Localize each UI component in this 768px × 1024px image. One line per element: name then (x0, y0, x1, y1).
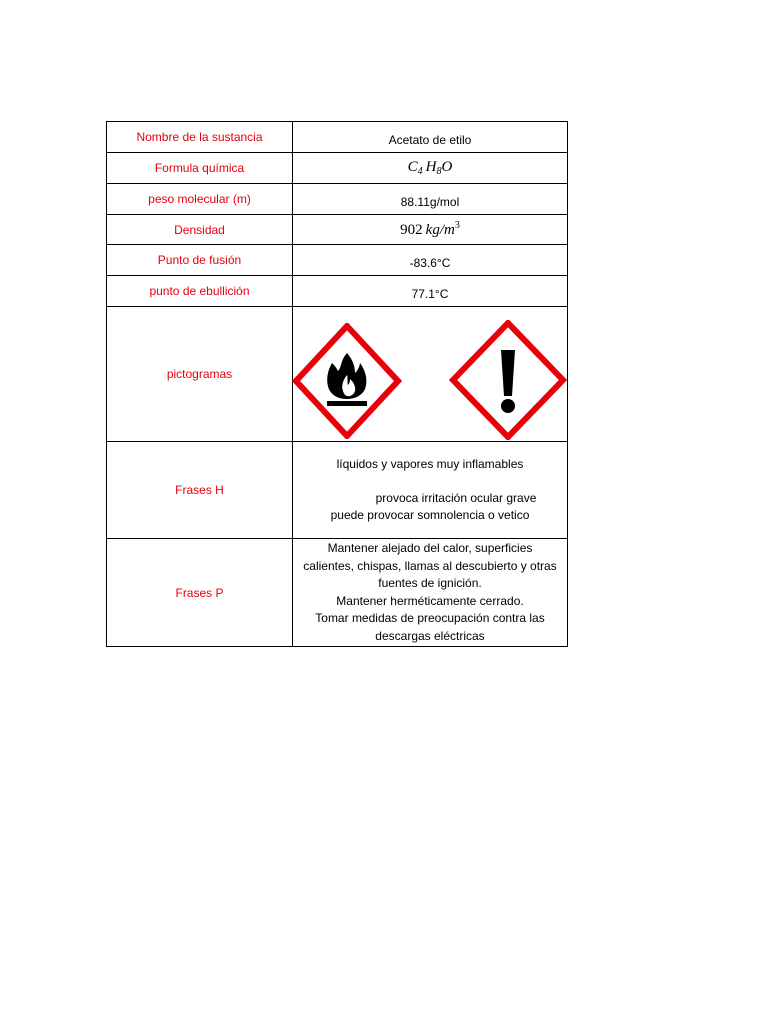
p-phrase-line-2: calientes, chispas, llamas al descubierto y otras (303, 558, 557, 573)
row-pictograms (107, 307, 568, 442)
formula-o: O (441, 159, 453, 175)
p-phrase-line-3: fuentes de ignición. (378, 576, 482, 590)
formula-c-count: 4 (417, 166, 423, 177)
formula-h-count: 8 (436, 166, 442, 177)
boiling-label: punto de ebullición (107, 276, 293, 307)
row-formula (107, 153, 568, 184)
name-value: Acetato de etilo (293, 122, 568, 153)
p-phrases-label: Frases P (107, 539, 293, 647)
pictograms-label: pictogramas (107, 307, 293, 442)
formula-c: C (407, 159, 418, 175)
p-phrase-line-4: Mantener herméticamente cerrado. (336, 593, 524, 608)
row-molecular-weight (107, 184, 568, 215)
formula-label: Formula química (107, 153, 293, 184)
h-phrase-1: líquidos y vapores muy inflamables (336, 457, 524, 471)
p-phrase-line-6: descargas eléctricas (375, 628, 485, 643)
substance-table (106, 121, 568, 647)
h-phrases-value (293, 442, 568, 539)
p-phrase-line-5: Tomar medidas de preocupación contra las (315, 611, 545, 625)
exclamation-icon (449, 320, 567, 440)
row-p-phrases (107, 539, 568, 647)
p-phrases-value (293, 539, 568, 647)
density-unit: kg/m (425, 222, 455, 238)
density-number: 902 (400, 222, 423, 238)
row-h-phrases (107, 442, 568, 539)
flame-icon (292, 323, 402, 439)
density-value (293, 215, 568, 245)
p-phrase-line-1: Mantener alejado del calor, superficies (327, 541, 533, 555)
mw-label: peso molecular (m) (107, 184, 293, 215)
row-name (107, 122, 568, 153)
h-phrase-2: provoca irritación ocular grave (375, 491, 537, 505)
boiling-value: 77.1°C (293, 276, 568, 307)
melting-label: Punto de fusión (107, 245, 293, 276)
pictograms-cell (293, 307, 568, 442)
density-label: Densidad (107, 215, 293, 245)
row-density (107, 215, 568, 245)
melting-value: -83.6°C (293, 245, 568, 276)
name-label: Nombre de la sustancia (107, 122, 293, 153)
density-expression (400, 222, 460, 238)
formula-h: H (425, 159, 437, 175)
row-boiling-point (107, 276, 568, 307)
row-melting-point (107, 245, 568, 276)
density-exponent: 3 (454, 220, 460, 231)
h-phrase-3: puede provocar somnolencia o vetico (330, 508, 530, 522)
formula-value (293, 153, 568, 184)
mw-value: 88.11g/mol (293, 184, 568, 215)
chemical-formula (408, 159, 453, 175)
h-phrases-label: Frases H (107, 442, 293, 539)
